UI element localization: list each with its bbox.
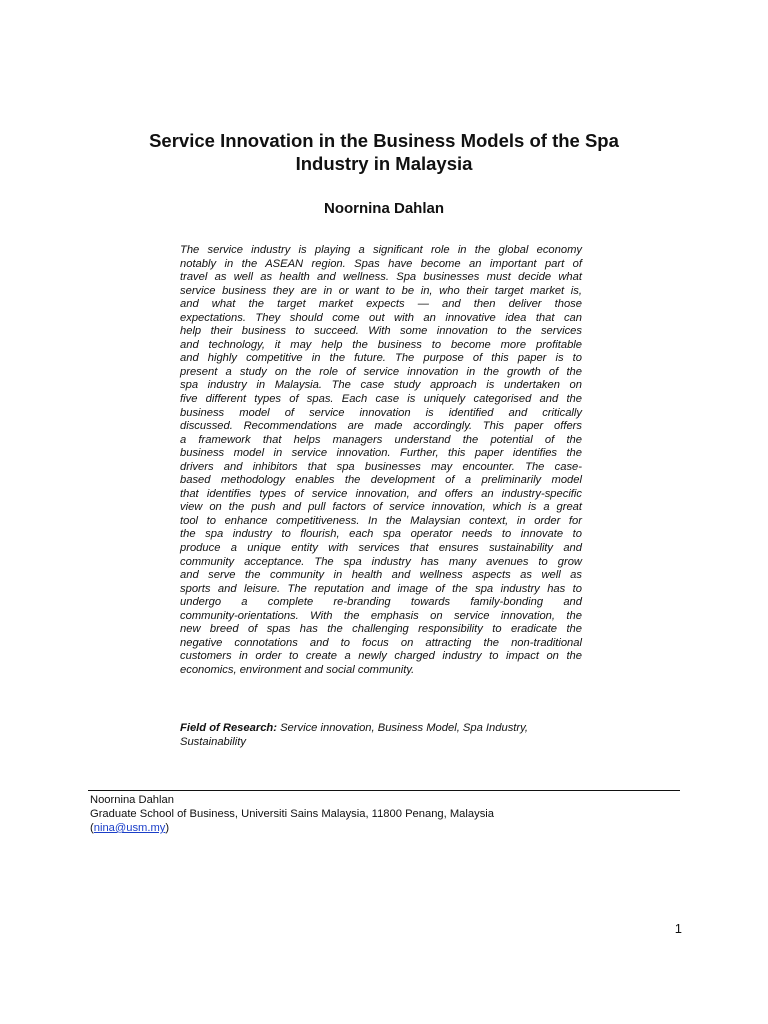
abstract-line: travel as well as health and wellness. Spa businesses must decide what bbox=[180, 271, 582, 284]
title-line-2: Industry in Malaysia bbox=[295, 153, 473, 174]
abstract-line: the spa industry to flourish, each spa operator needs to innovate to bbox=[180, 528, 582, 541]
abstract-line: community-orientations. With the emphasis on service innovation, the bbox=[180, 609, 582, 622]
abstract-line: and what the target market expects — and then deliver those bbox=[180, 298, 582, 311]
abstract-line: notably in the ASEAN region. Spas have become an important part of bbox=[180, 257, 582, 270]
abstract-line: The service industry is playing a significant role in the global economy bbox=[180, 244, 582, 256]
footnote-author: Noornina Dahlan bbox=[90, 794, 174, 806]
abstract-line: and serve the community in health and wellness aspects as well as bbox=[180, 569, 582, 582]
email-close-paren: ) bbox=[165, 822, 170, 834]
abstract-line: sports and leisure. The reputation and image of the spa industry has to bbox=[180, 582, 582, 595]
abstract-line: five different types of spas. Each case is uniquely categorised and the bbox=[180, 393, 582, 406]
abstract-line: spa industry in Malaysia. The case study approach is undertaken on bbox=[180, 379, 582, 392]
footnote-divider bbox=[88, 790, 680, 791]
abstract-line: present a study on the role of service innovation in the growth of the bbox=[180, 365, 582, 378]
abstract bbox=[180, 244, 582, 678]
abstract-line: expectations. They should come out with an innovative idea that can bbox=[180, 311, 582, 324]
email-open-paren: ( bbox=[90, 822, 94, 834]
abstract-line: undergo a complete re-branding towards family-bonding and bbox=[180, 596, 582, 609]
email-link[interactable]: nina@usm.my bbox=[93, 822, 166, 834]
field-of-research bbox=[180, 721, 600, 749]
abstract-line: community acceptance. The spa industry has many avenues to grow bbox=[180, 555, 582, 568]
abstract-line: customers in order to create a newly charged industry to impact on the bbox=[180, 650, 582, 663]
abstract-line: business model in service innovation. Further, this paper identifies the bbox=[180, 447, 582, 460]
abstract-line: business model of service innovation is identified and critically bbox=[180, 406, 582, 419]
abstract-line: based methodology enables the development of a preliminarily model bbox=[180, 474, 582, 487]
keywords-label: Field of Research: bbox=[180, 722, 277, 734]
abstract-line: and highly competitive in the future. The purpose of this paper is to bbox=[180, 352, 582, 365]
abstract-line: service business they are in or want to be in, who their target market is, bbox=[180, 284, 582, 297]
footnote-affiliation: Graduate School of Business, Universiti Sains Malaysia, 11800 Penang, Malaysia bbox=[90, 808, 494, 820]
abstract-line: discussed. Recommendations are made accordingly. This paper offers bbox=[180, 420, 582, 433]
keywords-line-2: Sustainability bbox=[180, 736, 246, 748]
abstract-line: and technology, it may help the business to become more profitable bbox=[180, 338, 582, 351]
keywords-value: Service innovation, Business Model, Spa Industry, bbox=[280, 722, 529, 734]
footnote-email-line bbox=[90, 821, 690, 835]
abstract-line: drivers and inhibitors that spa businesses may encounter. The case- bbox=[180, 460, 582, 473]
abstract-line: tool to enhance competitiveness. In the Malaysian context, in order for bbox=[180, 514, 582, 527]
abstract-line: economics, environment and social community. bbox=[180, 663, 415, 676]
abstract-line: help their business to succeed. With some innovation to the services bbox=[180, 325, 582, 338]
abstract-line: new breed of spas has the challenging responsibility to eradicate the bbox=[180, 623, 582, 636]
abstract-line: negative connotations and to focus on attracting the non-traditional bbox=[180, 636, 582, 649]
title-line-1: Service Innovation in the Business Models of the Spa bbox=[149, 130, 619, 151]
abstract-line: that identifies types of service innovation, and offers an industry-specific bbox=[180, 487, 582, 500]
author-name: Noornina Dahlan bbox=[323, 200, 444, 217]
paper-title bbox=[100, 129, 668, 175]
page-number: 1 bbox=[674, 921, 682, 936]
footnote bbox=[90, 793, 690, 835]
abstract-line: a framework that helps managers understand the potential of the bbox=[180, 433, 582, 446]
abstract-line: produce a unique entity with services that ensures sustainability and bbox=[180, 542, 582, 555]
abstract-line: view on the push and pull factors of service innovation, which is a great bbox=[180, 501, 582, 514]
keywords-line-1 bbox=[180, 721, 600, 735]
